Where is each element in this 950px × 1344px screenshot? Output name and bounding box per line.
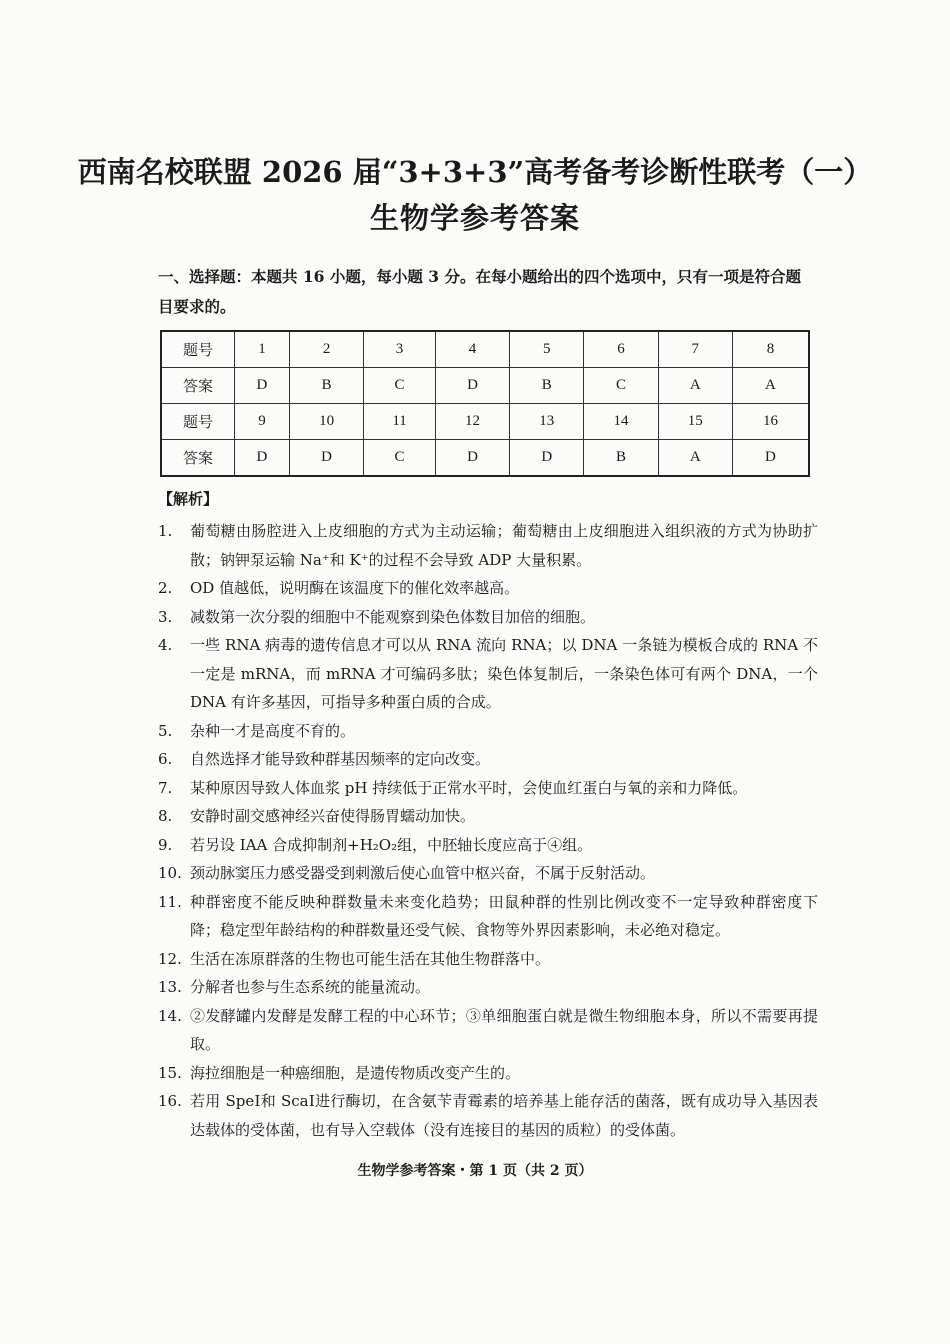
item-number: 6. — [158, 750, 173, 768]
item-number: 13. — [158, 978, 182, 996]
question-number-cell: 6 — [584, 331, 658, 368]
analysis-item — [158, 888, 818, 945]
analysis-item — [158, 945, 818, 974]
analysis-item — [158, 802, 818, 831]
item-number: 1. — [158, 522, 173, 540]
analysis-item — [158, 517, 818, 574]
analysis-item — [158, 1002, 818, 1059]
item-number: 2. — [158, 579, 173, 597]
item-number: 10. — [158, 864, 182, 882]
item-number: 11. — [158, 892, 182, 911]
item-text: 若另设 IAA 合成抑制剂+H₂O₂组，中胚轴长度应高于④组。 — [190, 835, 593, 854]
answer-cell: A — [658, 440, 732, 477]
subject-title: 生物学参考答案 — [369, 201, 580, 235]
row-label: 答案 — [161, 368, 235, 404]
item-text: 安静时副交感神经兴奋使得肠胃蠕动加快。 — [190, 807, 476, 825]
item-number: 16. — [158, 1092, 182, 1110]
item-text: 自然选择才能导致种群基因频率的定向改变。 — [190, 750, 491, 768]
answer-cell: D — [235, 440, 290, 477]
item-text: 减数第一次分裂的细胞中不能观察到染色体数目加倍的细胞。 — [190, 607, 596, 626]
answer-row — [161, 368, 809, 404]
item-number: 5. — [158, 721, 173, 740]
question-number-cell: 12 — [435, 404, 509, 440]
answer-cell: A — [732, 368, 809, 404]
answer-cell: C — [364, 440, 436, 477]
analysis-item — [158, 973, 818, 1002]
analysis-item — [158, 1087, 818, 1144]
row-label: 题号 — [161, 331, 235, 368]
item-number: 4. — [158, 636, 173, 654]
item-text: 种群密度不能反映种群数量未来变化趋势；田鼠种群的性别比例改变不一定导致种群密度下降；稳定型年龄结构的种群数量还受气候、食物等外界因素影响，未必绝对稳定。 — [190, 892, 818, 939]
item-text: 杂种一才是高度不育的。 — [190, 721, 356, 740]
answer-cell: B — [289, 368, 363, 404]
section-heading: 一、选择题：本题共 16 小题，每小题 3 分。在每小题给出的四个选项中，只有一项是符合题目要求的。 — [158, 267, 801, 316]
question-row — [161, 331, 809, 368]
item-number: 12. — [158, 949, 182, 968]
item-text: OD 值越低，说明酶在该温度下的催化效率越高。 — [190, 579, 520, 597]
analysis-list — [158, 517, 818, 1144]
question-row — [161, 404, 809, 440]
answer-cell: B — [584, 440, 658, 477]
question-number-cell: 11 — [364, 404, 436, 440]
question-number-cell: 2 — [289, 331, 363, 368]
item-number: 8. — [158, 807, 173, 825]
analysis-item — [158, 631, 818, 717]
exam-title: 西南名校联盟 2026 届“3+3+3”高考备考诊断性联考（一） — [77, 155, 873, 189]
analysis-item — [158, 774, 818, 803]
answer-row — [161, 440, 809, 477]
item-text: 葡萄糖由肠腔进入上皮细胞的方式为主动运输；葡萄糖由上皮细胞进入组织液的方式为协助扩散；钠钾泵运输 Na⁺和 K⁺的过程不会导致 ADP 大量积累。 — [190, 522, 818, 569]
item-number: 7. — [158, 778, 173, 797]
question-number-cell: 14 — [584, 404, 658, 440]
answer-cell: C — [364, 368, 436, 404]
question-number-cell: 15 — [658, 404, 732, 440]
question-number-cell: 7 — [658, 331, 732, 368]
analysis-item — [158, 603, 818, 632]
answer-table — [160, 330, 810, 477]
answer-cell: D — [732, 440, 809, 477]
question-number-cell: 10 — [289, 404, 363, 440]
item-text: 海拉细胞是一种癌细胞，是遗传物质改变产生的。 — [190, 1063, 521, 1082]
question-number-cell: 13 — [510, 404, 584, 440]
item-text: 一些 RNA 病毒的遗传信息才可以从 RNA 流向 RNA；以 DNA 一条链为模板合成的 RNA 不一定是 mRNA，而 mRNA 才可编码多肽；染色体复制后，一条染色体可有两个 DNA，一个 DNA 有许多基因，可指导多种蛋白质的合成。 — [190, 636, 818, 711]
answer-cell: D — [510, 440, 584, 477]
answer-cell: D — [235, 368, 290, 404]
analysis-item — [158, 859, 818, 888]
item-text: 若用 SpeⅠ和 ScaⅠ进行酶切，在含氨苄青霉素的培养基上能存活的菌落，既有成功导入基因表达载体的受体菌，也有导入空载体（没有连接目的基因的质粒）的受体菌。 — [190, 1092, 818, 1139]
analysis-label: 【解析】 — [158, 490, 219, 508]
item-text: 分解者也参与生态系统的能量流动。 — [190, 978, 431, 996]
analysis-item — [158, 717, 818, 746]
question-number-cell: 4 — [435, 331, 509, 368]
answer-cell: D — [435, 368, 509, 404]
question-number-cell: 8 — [732, 331, 809, 368]
question-number-cell: 1 — [235, 331, 290, 368]
item-number: 15. — [158, 1063, 182, 1082]
item-number: 14. — [158, 1006, 182, 1025]
answer-cell: B — [510, 368, 584, 404]
analysis-item — [158, 745, 818, 774]
question-number-cell: 16 — [732, 404, 809, 440]
analysis-item — [158, 574, 818, 603]
answer-cell: A — [658, 368, 732, 404]
answer-cell: D — [435, 440, 509, 477]
item-text: 某种原因导致人体血浆 pH 持续低于正常水平时，会使血红蛋白与氧的亲和力降低。 — [190, 778, 748, 797]
item-number: 3. — [158, 607, 173, 626]
row-label: 题号 — [161, 404, 235, 440]
item-text: 生活在冻原群落的生物也可能生活在其他生物群落中。 — [190, 949, 551, 968]
answer-cell: D — [289, 440, 363, 477]
question-number-cell: 3 — [364, 331, 436, 368]
item-text: ②发酵罐内发酵是发酵工程的中心环节；③单细胞蛋白就是微生物细胞本身，所以不需要再提取。 — [190, 1006, 818, 1053]
analysis-item — [158, 1059, 818, 1088]
question-number-cell: 9 — [235, 404, 290, 440]
answer-cell: C — [584, 368, 658, 404]
question-number-cell: 5 — [510, 331, 584, 368]
page-footer: 生物学参考答案・第 1 页（共 2 页） — [357, 1163, 593, 1179]
analysis-item — [158, 831, 818, 860]
item-number: 9. — [158, 835, 173, 854]
row-label: 答案 — [161, 440, 235, 477]
item-text: 颈动脉窦压力感受器受到刺激后使心血管中枢兴奋，不属于反射活动。 — [190, 864, 656, 882]
